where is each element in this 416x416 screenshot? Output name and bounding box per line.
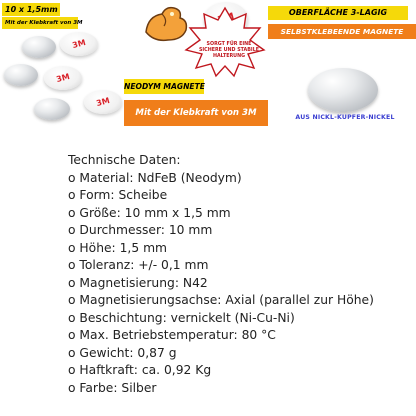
magnet-disc-3m-side	[44, 66, 82, 90]
magnet-disc	[4, 64, 38, 86]
specs-heading: Technische Daten:	[68, 153, 181, 167]
size-label: 10 x 1,5mm	[2, 3, 60, 16]
magnet-disc	[34, 98, 70, 120]
magnet-disc-3m-side	[60, 32, 98, 56]
spec-item: o Toleranz: +/- 0,1 mm	[68, 258, 209, 272]
spec-item: o Durchmesser: 10 mm	[68, 223, 213, 237]
brand-mark: 3M	[95, 95, 111, 109]
magnet-disc-large	[308, 68, 378, 112]
neodym-label: NEODYM MAGNETE	[124, 79, 204, 94]
technical-specs	[68, 152, 414, 397]
brand-mark: 3M	[55, 71, 71, 85]
product-banner	[0, 0, 416, 140]
adhesive-center-label: Mit der Klebkraft von 3M	[124, 100, 268, 126]
spec-item: o Größe: 10 mm x 1,5 mm	[68, 205, 231, 220]
spec-item: o Magnetisierungsachse: Axial (parallel zur Höhe)	[68, 293, 374, 307]
self-adhesive-label: SELBSTKLEBEENDE MAGNETE	[268, 24, 416, 39]
magnet-disc-3m-side	[84, 90, 122, 114]
spec-item: o Magnetisierung: N42	[68, 275, 208, 290]
spec-item: o Haftkraft: ca. 0,92 Kg	[68, 363, 212, 377]
spec-item: o Farbe: Silber	[68, 380, 157, 395]
brand-mark: 3M	[71, 37, 87, 51]
spec-item: o Höhe: 1,5 mm	[68, 240, 168, 255]
spec-item: o Form: Scheibe	[68, 188, 168, 202]
spec-item: o Beschichtung: vernickelt (Ni-Cu-Ni)	[68, 310, 295, 325]
surface-label: OBERFLÄCHE 3-LAGIG	[268, 6, 408, 20]
burst-text: SORGT FÜR EINE SICHERE UND STABILE HALTERUNG	[198, 42, 260, 60]
spec-item: o Material: NdFeB (Neodym)	[68, 170, 242, 185]
nickel-label: AUS NICKL-KUPFER-NICKEL	[295, 114, 395, 121]
magnet-disc	[22, 36, 56, 58]
adhesive-sub-label: Mit der Klebkraft von 3M	[2, 17, 78, 29]
spec-item: o Gewicht: 0,87 g	[68, 345, 177, 360]
spec-item: o Max. Betriebstemperatur: 80 °C	[68, 328, 276, 342]
